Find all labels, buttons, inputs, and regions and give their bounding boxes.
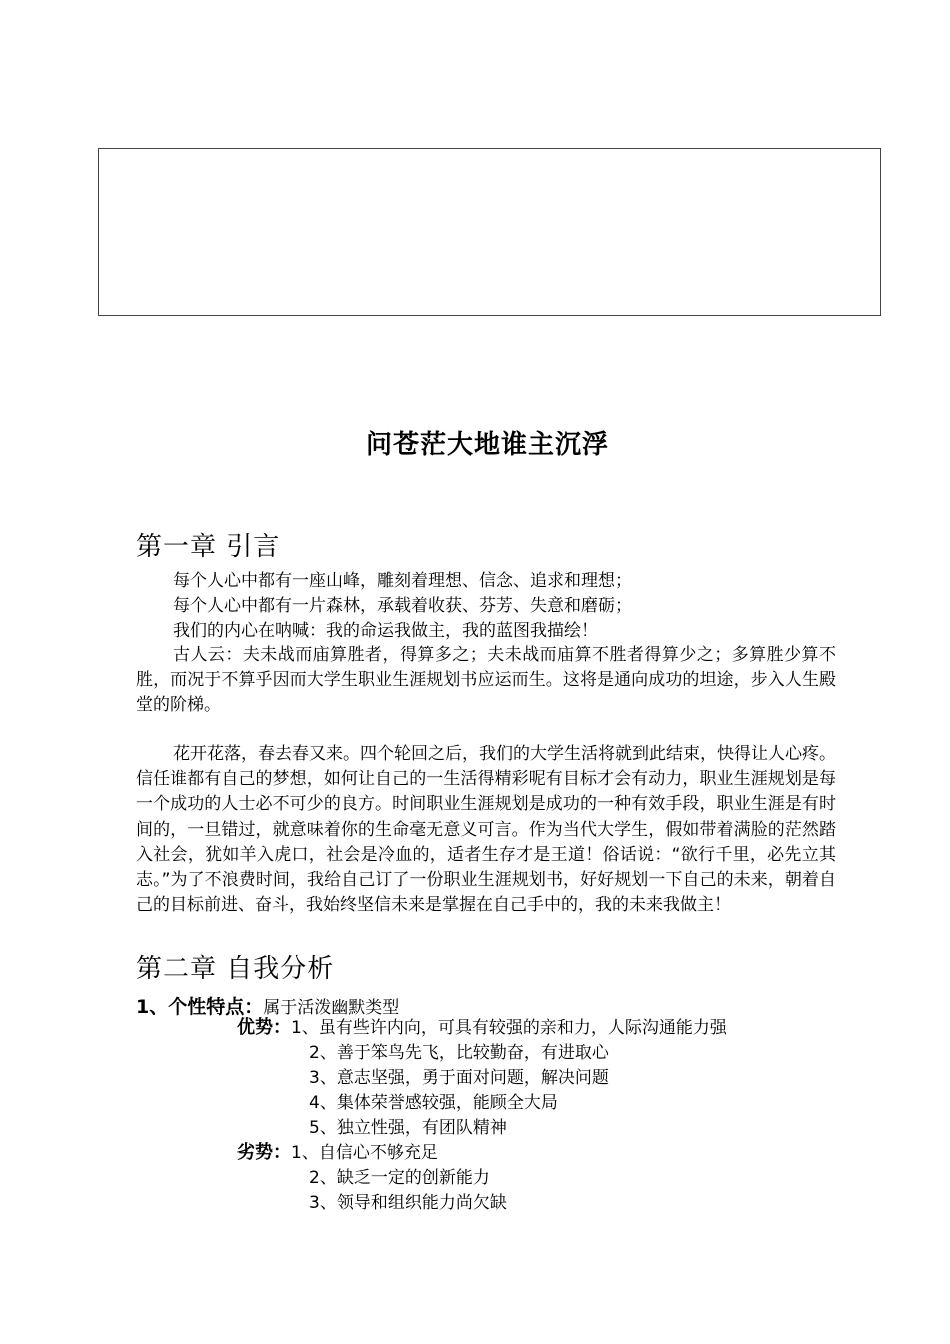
personality-value: 属于活泼幽默类型 [263,998,400,1018]
intro-paragraph-2: 花开花落，春去春又来。四个轮回之后，我们的大学生活将就到此结束，快得让人心疼。信任谁都有自己的梦想，如何让自己的一生活得精彩呢有目标才会有动力，职业生涯规划是每一个成功的人士必不可少的良方。时间职业生涯规划是成功的一种有效手段，职业生涯是有时间的，一旦错过，就意味着你的生命毫无意义可言。作为当代大学生，假如带着满脸的茫然踏入社会，犹如羊入虎口，社会是冷血的，适者生存才是王道！俗话说：“欲行千里，必先立其志。”为了不浪费时间，我给自己订了一份职业生涯规划书，好好规划一下自己的未来，朝着自己的目标前进、奋斗，我始终坚信未来是掌握在自己手中的，我的未来我做主！ [136,744,836,916]
empty-frame-box [98,148,881,316]
intro-line-2: 每个人心中都有一片森林，承载着收获、芬芳、失意和磨砺； [173,596,632,616]
weakness-item: 1、自信心不够充足 [291,1143,438,1163]
weaknesses-row [237,1141,438,1165]
strengths-row [237,1016,727,1040]
weakness-item: 3、领导和组织能力尚欠缺 [309,1193,507,1213]
intro-line-1: 每个人心中都有一座山峰，雕刻着理想、信念、追求和理想； [173,571,632,591]
weakness-item: 2、缺乏一定的创新能力 [309,1168,490,1188]
strength-item: 4、集体荣誉感较强，能顾全大局 [309,1093,558,1113]
strength-item: 2、善于笨鸟先飞，比较勤奋，有进取心 [309,1043,609,1063]
intro-paragraph-1: 古人云：夫未战而庙算胜者，得算多之；夫未战而庙算不胜者得算少之；多算胜少算不胜，而况于不算乎因而大学生职业生涯规划书应运而生。这将是通向成功的坦途，步入人生殿堂的阶梯。 [136,645,836,716]
strengths-label: 优势： [237,1017,291,1038]
strength-item: 5、独立性强，有团队精神 [309,1118,507,1138]
personality-label: 1、个性特点： [136,996,264,1018]
chapter-1-heading: 第一章 引言 [136,532,281,562]
chapter-2-heading: 第二章 自我分析 [136,954,335,984]
document-title: 问苍茫大地谁主沉浮 [365,430,609,460]
strength-item: 1、虽有些许内向，可具有较强的亲和力，人际沟通能力强 [291,1018,727,1038]
strength-item: 3、意志坚强，勇于面对问题，解决问题 [309,1068,609,1088]
weaknesses-label: 劣势： [237,1142,291,1163]
intro-line-3: 我们的内心在呐喊：我的命运我做主，我的蓝图我描绘！ [173,621,598,641]
personality-section [136,992,399,1019]
